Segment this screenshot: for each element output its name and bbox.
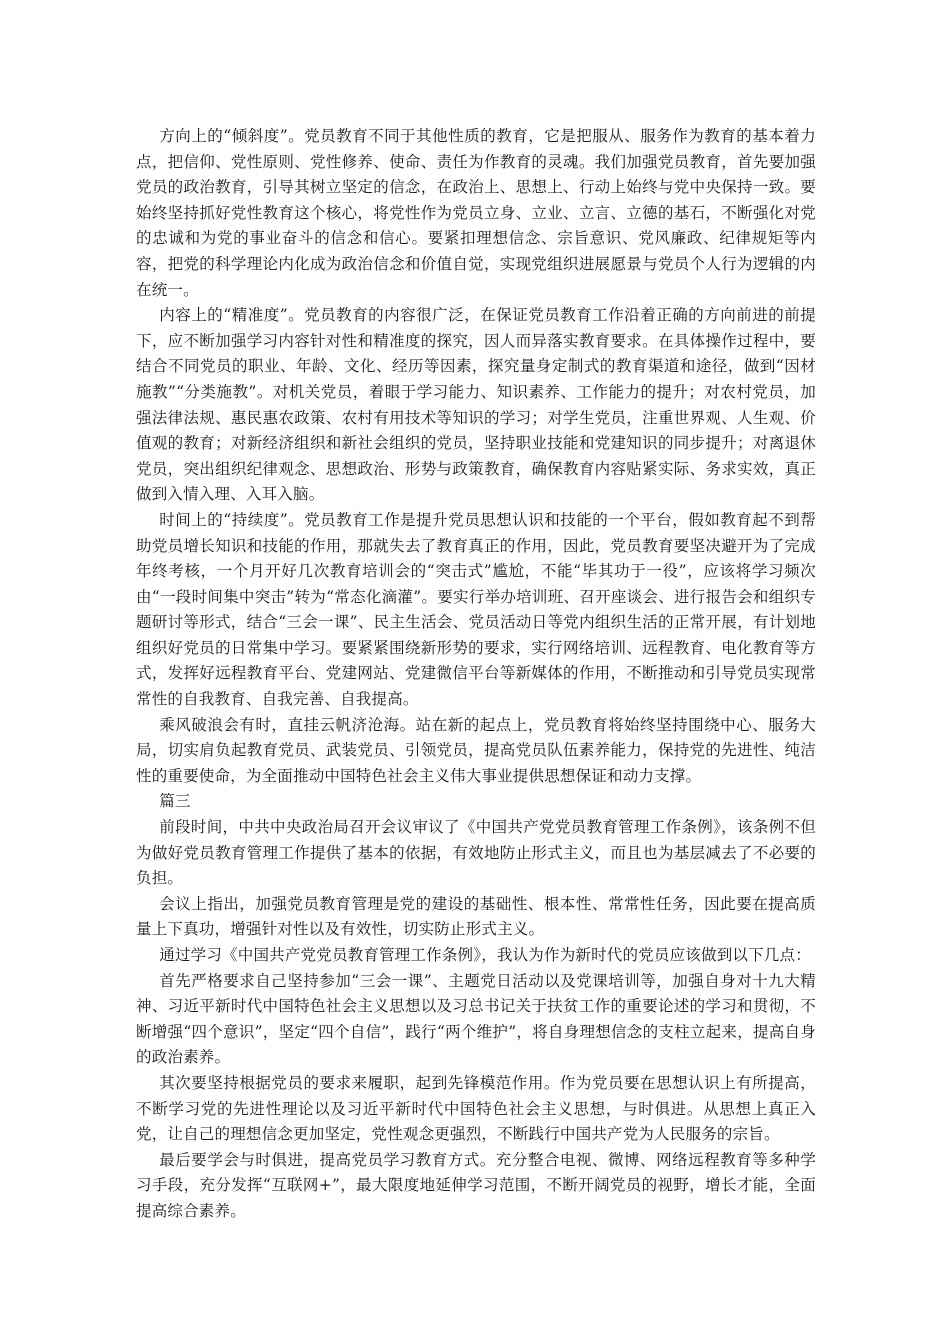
paragraph-content-precision: 内容上的“精准度”。党员教育的内容很广泛，在保证党员教育工作沿着正确的方向前进的前提下，应不断加强学习内容针对性和精准度的探究，因人而异落实教育要求。在具体操作过程中，要结合不同党员的职业、年龄、文化、经历等因素，探究量身定制式的教育渠道和途径，做到“因材施教”“分类施教”。对机关党员，着眼于学习能力、知识素养、工作能力的提升；对农村党员，加强法律法规、惠民惠农政策、农村有用技术等知识的学习；对学生党员，注重世界观、人生观、价值观的教育；对新经济组织和新社会组织的党员，坚持职业技能和党建知识的同步提升；对离退休党员，突出组织纪律观念、思想政治、形势与政策教育，确保教育内容贴紧实际、务求实效，真正做到入情入理、入耳入脑。 bbox=[136, 306, 816, 504]
paragraph-study-points: 通过学习《中国共产党党员教育管理工作条例》，我认为作为新时代的党员应该做到以下几点： bbox=[159, 946, 811, 964]
document-body bbox=[136, 124, 816, 1225]
paragraph-second-point: 其次要坚持根据党员的要求来履职，起到先锋模范作用。作为党员要在思想认识上有所提高，不断学习党的先进性理论以及习近平新时代中国特色社会主义思想，与时俱进。从思想上真正入党，让自己的理想信念更加坚定，党性观念更强烈，不断践行中国共产党为人民服务的宗旨。 bbox=[136, 1073, 816, 1144]
paragraph-last-point: 最后要学会与时俱进，提高党员学习教育方式。充分整合电视、微博、网络远程教育等多种学习手段，充分发挥“互联网+”，最大限度地延伸学习范围，不断开阔党员的视野，增长才能，全面提高综合素养。 bbox=[136, 1150, 816, 1220]
paragraph-conclusion: 乘风破浪会有时，直挂云帆济沧海。站在新的起点上，党员教育将始终坚持围绕中心、服务大局，切实肩负起教育党员、武装党员、引领党员，提高党员队伍素养能力，保持党的先进性、纯洁性的重要使命，为全面推动中国特色社会主义伟大事业提供思想保证和动力支撑。 bbox=[136, 715, 816, 785]
paragraph-intro-regulation: 前段时间，中共中央政治局召开会议审议了《中国共产党党员教育管理工作条例》，该条例不但为做好党员教育管理工作提供了基本的依据，有效地防止形式主义，而且也为基层减去了不必要的负担。 bbox=[136, 818, 816, 888]
paragraph-time-continuity: 时间上的“持续度”。党员教育工作是提升党员思想认识和技能的一个平台，假如教育起不到帮助党员增长知识和技能的作用，那就失去了教育真正的作用，因此，党员教育要坚决避开为了完成年终考核，一个月开好几次教育培训会的“突击式”尴尬，不能“毕其功于一役”，应该将学习频次由“一段时间集中突击”转为“常态化滴灌”。要实行举办培训班、召开座谈会、进行报告会和组织专题研讨等形式，结合“三会一课”、民主生活会、党员活动日等党内组织生活的正常开展，有计划地组织好党员的日常集中学习。要紧紧围绕新形势的要求，实行网络培训、远程教育、电化教育等方式，发挥好远程教育平台、党建网站、党建微信平台等新媒体的作用，不断推动和引导党员实现常常性的自我教育、自我完善、自我提高。 bbox=[136, 510, 816, 709]
paragraph-meeting-points: 会议上指出，加强党员教育管理是党的建设的基础性、根本性、常常性任务，因此要在提高质量上下真功，增强针对性以及有效性，切实防止形式主义。 bbox=[136, 894, 816, 939]
paragraph-first-point: 首先严格要求自己坚持参加“三会一课”、主题党日活动以及党课培训等，加强自身对十九大精神、习近平新时代中国特色社会主义思想以及习总书记关于扶贫工作的重要论述的学习和贯彻，不断增强“四个意识”，坚定“四个自信”，践行“两个维护”，将自身理想信念的支柱立起来，提高自身的政治素养。 bbox=[136, 971, 816, 1067]
paragraph-orientation: 方向上的“倾斜度”。党员教育不同于其他性质的教育，它是把服从、服务作为教育的基本着力点，把信仰、党性原则、党性修养、使命、责任为作教育的灵魂。我们加强党员教育，首先要加强党员的政治教育，引导其树立坚定的信念，在政治上、思想上、行动上始终与党中央保持一致。要始终坚持抓好党性教育这个核心，将党性作为党员立身、立业、立言、立德的基石，不断强化对党的忠诚和为党的事业奋斗的信念和信心。要紧扣理想信念、宗旨意识、党风廉政、纪律规矩等内容，把党的科学理论内化成为政治信念和价值自觉，实现党组织进展愿景与党员个人行为逻辑的内在统一。 bbox=[136, 127, 816, 299]
section-heading: 篇三 bbox=[159, 792, 191, 811]
